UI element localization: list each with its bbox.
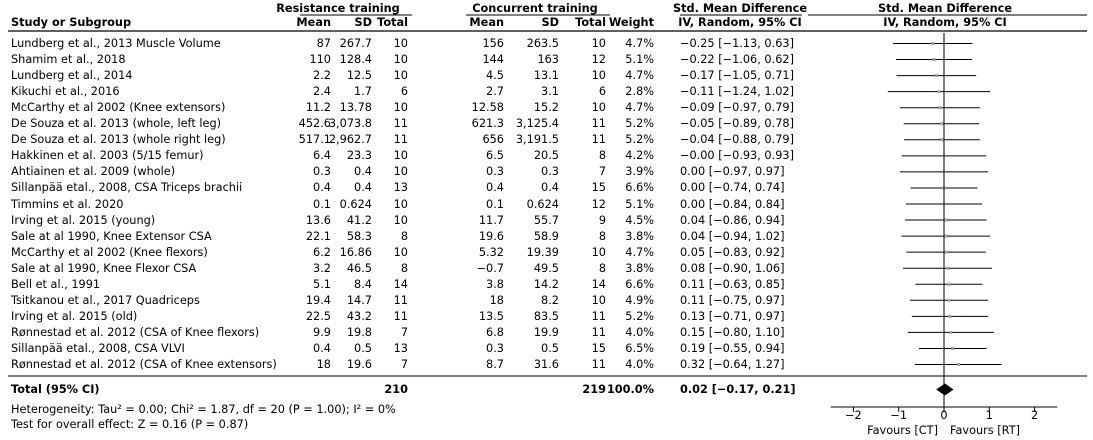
r-total-cell: 10: [393, 149, 408, 163]
header-study: Study or Subgroup: [11, 16, 132, 29]
c-mean-cell: 3.8: [486, 277, 504, 291]
c-mean-cell: −0.7: [476, 261, 504, 275]
r-total-cell: 8: [400, 261, 408, 275]
r-mean-cell: 22.1: [305, 229, 331, 243]
c-mean-cell: 8.7: [486, 358, 504, 371]
r-sd-cell: 0.4: [354, 165, 372, 179]
weight-cell: 4.7%: [625, 245, 654, 259]
effect-point: [939, 106, 942, 109]
c-total-cell: 8: [598, 261, 606, 275]
r-mean-cell: 19.4: [305, 293, 331, 307]
c-mean-cell: 156: [482, 37, 504, 50]
ci-cell: 0.00 [−0.74, 0.74]: [680, 181, 785, 195]
c-sd-cell: 3.1: [541, 85, 559, 99]
study-name: Bell et al., 1991: [11, 277, 101, 291]
c-mean-cell: 0.3: [486, 165, 504, 179]
r-mean-cell: 87: [316, 37, 331, 50]
c-mean-cell: 12.58: [471, 101, 504, 115]
c-total-cell: 12: [591, 197, 606, 211]
r-total-cell: 13: [393, 181, 408, 195]
ci-cell: 0.04 [−0.94, 1.02]: [680, 229, 785, 243]
ci-cell: 0.15 [−0.80, 1.10]: [680, 325, 785, 339]
c-sd-cell: 263.5: [526, 37, 559, 50]
effect-point: [957, 363, 960, 366]
weight-cell: 5.1%: [625, 53, 654, 67]
r-sd-cell: 1.7: [354, 85, 372, 99]
r-mean-cell: 3.2: [313, 261, 331, 275]
x-tick-label: 0: [940, 409, 948, 422]
ci-cell: −0.04 [−0.88, 0.79]: [680, 133, 794, 147]
c-sd-cell: 58.9: [533, 229, 559, 243]
x-tick-label: −2: [845, 409, 862, 422]
c-sd-cell: 20.5: [533, 149, 559, 163]
r-total-cell: 11: [393, 133, 408, 147]
r-sd-cell: 41.2: [346, 213, 372, 227]
r-total-cell: 10: [393, 37, 408, 50]
r-total-cell: 10: [393, 69, 408, 83]
r-total-cell: 10: [393, 197, 408, 211]
header-r-mean: Mean: [296, 16, 331, 29]
favours-left-label: Favours [CT]: [867, 424, 938, 437]
c-sd-cell: 3,191.5: [515, 133, 559, 147]
total-c-total: 219: [582, 383, 606, 396]
weight-cell: 3.8%: [625, 261, 654, 275]
ci-cell: −0.09 [−0.97, 0.79]: [680, 101, 794, 115]
r-mean-cell: 6.2: [313, 245, 331, 259]
c-mean-cell: 0.3: [486, 341, 504, 355]
c-mean-cell: 11.7: [478, 213, 504, 227]
c-mean-cell: 656: [482, 133, 504, 147]
r-mean-cell: 22.5: [305, 309, 331, 323]
c-sd-cell: 83.5: [533, 309, 559, 323]
r-sd-cell: 0.624: [339, 197, 372, 211]
header-weight: Weight: [608, 16, 654, 29]
study-name: Lundberg et al., 2014: [11, 69, 133, 83]
c-mean-cell: 5.32: [478, 245, 504, 259]
c-sd-cell: 8.2: [541, 293, 559, 307]
r-mean-cell: 0.4: [313, 341, 331, 355]
effect-point: [948, 299, 951, 302]
header-c-mean: Mean: [469, 16, 504, 29]
study-name: Sillanpää etal., 2008, CSA VLVI: [11, 341, 185, 355]
c-sd-cell: 3,125.4: [515, 117, 559, 131]
c-total-cell: 15: [591, 181, 606, 195]
ci-cell: −0.05 [−0.89, 0.78]: [680, 117, 794, 131]
c-total-cell: 11: [591, 358, 606, 371]
c-mean-cell: 13.5: [478, 309, 504, 323]
c-mean-cell: 2.7: [486, 85, 504, 99]
c-sd-cell: 19.39: [526, 245, 559, 259]
weight-cell: 3.8%: [625, 229, 654, 243]
r-total-cell: 10: [393, 53, 408, 67]
study-name: Sale at al 1990, Knee Flexor CSA: [11, 261, 197, 275]
c-sd-cell: 163: [537, 53, 559, 67]
c-total-cell: 15: [591, 341, 606, 355]
effect-point: [935, 74, 938, 77]
overall-effect-note: Test for overall effect: Z = 0.16 (P = 0.87): [11, 418, 249, 431]
r-sd-cell: 58.3: [346, 229, 372, 243]
study-name: De Souza et al. 2013 (whole right leg): [11, 133, 226, 147]
r-mean-cell: 6.4: [313, 149, 331, 163]
study-name: Rønnestad et al. 2012 (CSA of Knee flexors): [11, 325, 260, 339]
r-total-cell: 10: [393, 213, 408, 227]
ci-cell: 0.11 [−0.63, 0.85]: [680, 277, 785, 291]
weight-cell: 4.7%: [625, 37, 654, 50]
study-name: Shamim et al., 2018: [11, 53, 126, 67]
effect-point: [951, 347, 954, 350]
ci-cell: −0.25 [−1.13, 0.63]: [680, 37, 794, 50]
r-mean-cell: 2.2: [313, 69, 331, 83]
c-sd-cell: 55.7: [533, 213, 559, 227]
r-sd-cell: 19.6: [346, 358, 372, 371]
c-total-cell: 7: [598, 165, 606, 179]
c-mean-cell: 18: [489, 293, 504, 307]
weight-cell: 5.2%: [625, 309, 654, 323]
c-total-cell: 12: [591, 53, 606, 67]
c-mean-cell: 0.1: [486, 197, 504, 211]
r-sd-cell: 46.5: [346, 261, 372, 275]
c-total-cell: 10: [591, 101, 606, 115]
study-name: Lundberg et al., 2013 Muscle Volume: [11, 37, 221, 50]
r-total-cell: 8: [400, 229, 408, 243]
r-sd-cell: 13.78: [339, 101, 372, 115]
c-sd-cell: 0.3: [541, 165, 559, 179]
study-name: McCarthy et al 2002 (Knee extensors): [11, 101, 226, 115]
weight-cell: 4.0%: [625, 358, 654, 371]
r-mean-cell: 5.1: [313, 277, 331, 291]
r-sd-cell: 0.4: [354, 181, 372, 195]
r-sd-cell: 128.4: [339, 53, 372, 67]
c-mean-cell: 6.8: [486, 325, 504, 339]
r-total-cell: 11: [393, 117, 408, 131]
c-sd-cell: 0.4: [541, 181, 559, 195]
group-header-smd-table: Std. Mean Difference: [672, 2, 808, 15]
header-ci: IV, Random, 95% CI: [678, 16, 802, 29]
c-mean-cell: 144: [482, 53, 504, 67]
group-header-smd-plot: Std. Mean Difference: [877, 2, 1013, 15]
r-mean-cell: 452.6: [298, 117, 331, 131]
total-label: Total (95% CI): [11, 383, 100, 396]
weight-cell: 4.2%: [625, 149, 654, 163]
weight-cell: 6.6%: [625, 181, 654, 195]
r-sd-cell: 267.7: [339, 37, 372, 50]
group-header-concurrent: Concurrent training: [472, 2, 598, 15]
ci-cell: −0.00 [−0.93, 0.93]: [680, 149, 794, 163]
c-total-cell: 14: [591, 277, 606, 291]
weight-cell: 6.6%: [625, 277, 654, 291]
r-mean-cell: 18: [316, 358, 331, 371]
r-mean-cell: 0.4: [313, 181, 331, 195]
r-total-cell: 10: [393, 165, 408, 179]
r-sd-cell: 16.86: [339, 245, 372, 259]
ci-cell: 0.08 [−0.90, 1.06]: [680, 261, 785, 275]
c-sd-cell: 14.2: [533, 277, 559, 291]
ci-cell: 0.13 [−0.71, 0.97]: [680, 309, 785, 323]
c-sd-cell: 13.1: [533, 69, 559, 83]
r-sd-cell: 2,962.7: [328, 133, 372, 147]
c-sd-cell: 0.5: [541, 341, 559, 355]
weight-cell: 4.7%: [625, 101, 654, 115]
c-sd-cell: 0.624: [526, 197, 559, 211]
c-total-cell: 11: [591, 133, 606, 147]
total-r-total: 210: [384, 383, 408, 396]
r-total-cell: 10: [393, 245, 408, 259]
r-mean-cell: 2.4: [313, 85, 331, 99]
r-total-cell: 11: [393, 309, 408, 323]
effect-point: [945, 251, 948, 254]
x-tick-label: 2: [1031, 409, 1039, 422]
r-sd-cell: 0.5: [354, 341, 372, 355]
ci-cell: 0.00 [−0.97, 0.97]: [680, 165, 785, 179]
ci-cell: 0.32 [−0.64, 1.27]: [680, 358, 785, 371]
c-mean-cell: 19.6: [478, 229, 504, 243]
c-total-cell: 11: [591, 325, 606, 339]
r-mean-cell: 517.1: [298, 133, 331, 147]
r-sd-cell: 43.2: [346, 309, 372, 323]
effect-point: [938, 90, 940, 92]
ci-cell: 0.11 [−0.75, 0.97]: [680, 293, 785, 307]
header-c-sd: SD: [541, 16, 559, 29]
study-name: Hakkinen et al. 2003 (5/15 femur): [11, 149, 204, 163]
r-total-cell: 11: [393, 293, 408, 307]
favours-right-label: Favours [RT]: [950, 424, 1021, 437]
c-mean-cell: 0.4: [486, 181, 504, 195]
weight-cell: 2.8%: [625, 85, 654, 99]
heterogeneity-note: Heterogeneity: Tau² = 0.00; Chi² = 1.87, df = 20 (P = 1.00); I² = 0%: [11, 403, 396, 416]
effect-point: [950, 331, 953, 334]
weight-cell: 5.2%: [625, 133, 654, 147]
r-total-cell: 10: [393, 101, 408, 115]
c-total-cell: 8: [598, 229, 606, 243]
c-total-cell: 10: [591, 245, 606, 259]
r-sd-cell: 3,073.8: [328, 117, 372, 131]
effect-point: [945, 219, 948, 222]
c-sd-cell: 31.6: [533, 358, 559, 371]
c-total-cell: 10: [591, 37, 606, 50]
study-name: Ahtiainen et al. 2009 (whole): [11, 165, 176, 179]
weight-cell: 5.2%: [625, 117, 654, 131]
total-ci: 0.02 [−0.17, 0.21]: [680, 383, 796, 396]
r-total-cell: 6: [400, 85, 408, 99]
ci-cell: 0.00 [−0.84, 0.84]: [680, 197, 785, 211]
study-name: Tsitkanou et al., 2017 Quadriceps: [11, 293, 200, 307]
study-name: Sillanpää etal., 2008, CSA Triceps brachii: [11, 181, 243, 195]
effect-point: [940, 122, 943, 125]
header-plot-method: IV, Random, 95% CI: [883, 16, 1007, 29]
weight-cell: 4.9%: [625, 293, 654, 307]
x-tick-label: −1: [890, 409, 908, 422]
r-sd-cell: 23.3: [346, 149, 372, 163]
study-name: Sale at al 1990, Knee Extensor CSA: [11, 229, 212, 243]
r-mean-cell: 11.2: [305, 101, 331, 115]
r-sd-cell: 14.7: [346, 293, 372, 307]
r-mean-cell: 0.3: [313, 165, 331, 179]
header-r-total: Total: [377, 16, 408, 29]
c-total-cell: 11: [591, 117, 606, 131]
header-c-total: Total: [575, 16, 606, 29]
effect-point: [948, 283, 951, 286]
ci-cell: −0.11 [−1.24, 1.02]: [680, 85, 794, 99]
c-total-cell: 8: [598, 149, 606, 163]
r-sd-cell: 19.8: [346, 325, 372, 339]
study-name: Irving et al. 2015 (young): [11, 213, 156, 227]
total-weight: 100.0%: [606, 383, 654, 396]
weight-cell: 4.7%: [625, 69, 654, 83]
effect-point: [946, 267, 948, 269]
ci-cell: −0.17 [−1.05, 0.71]: [680, 69, 794, 83]
c-mean-cell: 4.5: [486, 69, 504, 83]
ci-cell: 0.19 [−0.55, 0.94]: [680, 341, 785, 355]
effect-point: [933, 58, 936, 61]
c-sd-cell: 19.9: [533, 325, 559, 339]
effect-point: [945, 235, 947, 237]
weight-cell: 3.9%: [625, 165, 654, 179]
study-name: McCarthy et al 2002 (Knee flexors): [11, 245, 208, 259]
r-total-cell: 13: [393, 341, 408, 355]
c-total-cell: 11: [591, 309, 606, 323]
r-total-cell: 7: [400, 325, 408, 339]
study-name: Irving et al. 2015 (old): [11, 309, 138, 323]
r-sd-cell: 8.4: [354, 277, 372, 291]
ci-cell: 0.04 [−0.86, 0.94]: [680, 213, 785, 227]
c-total-cell: 6: [598, 85, 606, 99]
weight-cell: 4.0%: [625, 325, 654, 339]
r-total-cell: 7: [400, 358, 408, 371]
study-name: Rønnestad et al. 2012 (CSA of Knee extensors): [11, 358, 277, 371]
study-name: Timmins et al. 2020: [11, 197, 124, 211]
c-total-cell: 10: [591, 69, 606, 83]
summary-diamond: [936, 384, 953, 396]
header-r-sd: SD: [354, 16, 372, 29]
c-sd-cell: 49.5: [533, 261, 559, 275]
r-sd-cell: 12.5: [346, 69, 372, 83]
study-name: Kikuchi et al., 2016: [11, 85, 120, 99]
weight-cell: 5.1%: [625, 197, 654, 211]
study-name: De Souza et al. 2013 (whole, left leg): [11, 117, 222, 131]
r-mean-cell: 0.1: [313, 197, 331, 211]
c-sd-cell: 15.2: [533, 101, 559, 115]
x-tick-label: 1: [985, 409, 993, 422]
ci-cell: −0.22 [−1.06, 0.62]: [680, 53, 794, 67]
c-mean-cell: 6.5: [486, 149, 504, 163]
weight-cell: 6.5%: [625, 341, 654, 355]
c-total-cell: 9: [598, 213, 606, 227]
r-mean-cell: 13.6: [305, 213, 331, 227]
effect-point: [949, 315, 952, 318]
r-mean-cell: 110: [309, 53, 331, 67]
r-mean-cell: 9.9: [313, 325, 331, 339]
r-total-cell: 14: [393, 277, 408, 291]
c-mean-cell: 621.3: [471, 117, 504, 131]
group-header-resistance: Resistance training: [276, 2, 400, 15]
effect-point: [931, 42, 934, 45]
ci-cell: 0.05 [−0.83, 0.92]: [680, 245, 785, 259]
weight-cell: 4.5%: [625, 213, 654, 227]
effect-point: [941, 138, 944, 141]
c-total-cell: 10: [591, 293, 606, 307]
